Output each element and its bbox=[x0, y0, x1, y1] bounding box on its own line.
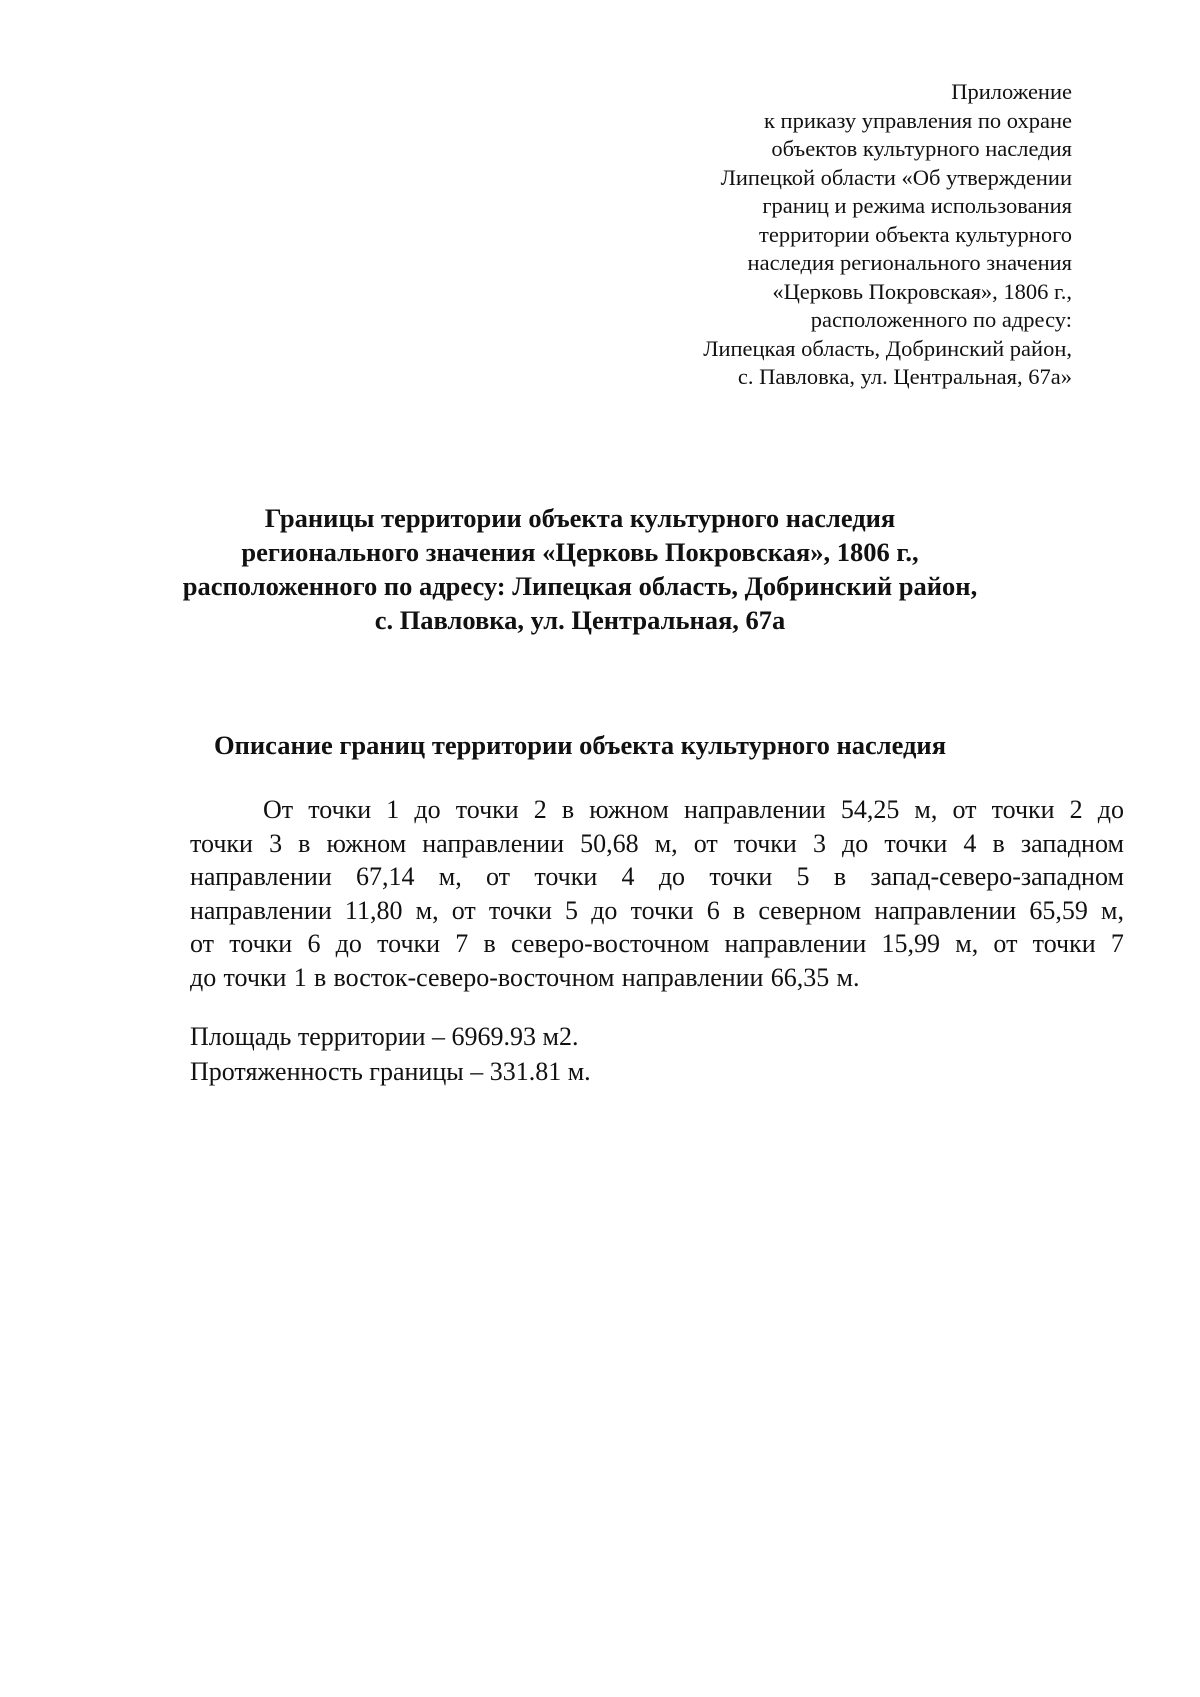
description-word: м, bbox=[914, 795, 938, 824]
appendix-header bbox=[512, 78, 1072, 392]
description-word: от bbox=[952, 795, 977, 824]
description-word: направлении bbox=[190, 862, 332, 891]
description-word: точки bbox=[377, 929, 441, 958]
description-word: м, bbox=[955, 929, 979, 958]
document-title bbox=[150, 501, 1010, 637]
appendix-line: Липецкой области «Об утверждении bbox=[720, 164, 1072, 190]
appendix-line: «Церковь Покровская», 1806 г., bbox=[772, 278, 1072, 304]
description-word: западном bbox=[1020, 828, 1124, 858]
description-word: м, bbox=[654, 828, 678, 858]
description-word: м. bbox=[836, 962, 860, 992]
description-word: в bbox=[992, 828, 1005, 858]
description-line bbox=[190, 894, 1124, 928]
description-word: запад-северо-западном bbox=[870, 862, 1124, 891]
description-word: 6 bbox=[307, 929, 321, 958]
appendix-line: Липецкая область, Добринский район, bbox=[703, 335, 1072, 361]
description-word: северо-восточном bbox=[511, 929, 710, 958]
boundary-length: Протяженность границы – 331.81 м. bbox=[190, 1057, 591, 1086]
description-word: от bbox=[993, 929, 1018, 958]
description-word: точки bbox=[1032, 929, 1096, 958]
description-word: точки bbox=[630, 895, 694, 925]
appendix-line: к приказу управления по охране bbox=[763, 107, 1072, 133]
description-word: 5 bbox=[796, 862, 810, 891]
description-word: м, bbox=[415, 895, 439, 925]
description-word: от bbox=[190, 929, 215, 958]
description-word: м, bbox=[438, 862, 462, 891]
description-word: до bbox=[591, 895, 618, 925]
description-word: в bbox=[483, 929, 496, 958]
description-word: От bbox=[263, 795, 294, 824]
description-word: до bbox=[842, 828, 869, 858]
description-word: в bbox=[314, 962, 327, 992]
description-word: 4 bbox=[621, 862, 635, 891]
description-word: до bbox=[658, 862, 686, 891]
description-word: северном bbox=[758, 895, 862, 925]
description-word: 7 bbox=[1110, 929, 1124, 958]
description-word: 65,59 bbox=[1029, 895, 1088, 925]
description-word: 11,80 bbox=[344, 895, 403, 925]
description-word: в bbox=[561, 795, 575, 824]
description-word: южном bbox=[589, 795, 669, 824]
description-word: точки bbox=[190, 828, 253, 858]
description-word: точки bbox=[534, 862, 598, 891]
description-word: 2 bbox=[533, 795, 547, 824]
description-line bbox=[190, 827, 1124, 861]
description-word: 1 bbox=[293, 962, 307, 992]
description-word: 7 bbox=[455, 929, 469, 958]
title-line: расположенного по адресу: Липецкая область, Добринский район, bbox=[182, 571, 978, 601]
description-word: 6 bbox=[706, 895, 720, 925]
description-word: 3 bbox=[269, 828, 283, 858]
description-word: в bbox=[732, 895, 746, 925]
title-line: Границы территории объекта культурного наследия bbox=[264, 503, 896, 533]
description-word: точки bbox=[223, 962, 287, 992]
description-word: 5 bbox=[565, 895, 579, 925]
description-word: до bbox=[1097, 795, 1124, 824]
boundary-description bbox=[190, 793, 1124, 994]
description-word: точки bbox=[991, 795, 1055, 824]
description-word: в bbox=[833, 862, 847, 891]
description-word: направлении bbox=[621, 962, 764, 992]
description-word: до bbox=[414, 795, 441, 824]
description-word: 54,25 bbox=[840, 795, 900, 824]
appendix-line: наследия регионального значения bbox=[747, 250, 1072, 275]
appendix-line: расположенного по адресу: bbox=[810, 307, 1072, 332]
description-line bbox=[190, 793, 1124, 827]
description-line bbox=[190, 860, 1124, 894]
description-word: восток-северо-восточном bbox=[333, 962, 615, 992]
description-word: 3 bbox=[812, 828, 826, 858]
description-word: точки bbox=[488, 895, 552, 925]
appendix-line: границ и режима использования bbox=[762, 193, 1072, 218]
title-line: регионального значения «Церковь Покровская», 1806 г., bbox=[241, 537, 919, 567]
description-line bbox=[190, 961, 1124, 995]
description-word: направлении bbox=[683, 795, 826, 824]
description-word: точки bbox=[455, 795, 519, 824]
description-word: точки bbox=[733, 828, 797, 858]
territory-stats bbox=[190, 1019, 591, 1089]
description-word: точки bbox=[884, 828, 948, 858]
section-title: Описание границ территории объекта культурного наследия bbox=[213, 730, 947, 760]
appendix-line: объектов культурного наследия bbox=[771, 136, 1072, 161]
description-word: 67,14 bbox=[356, 862, 415, 891]
description-word: точки bbox=[308, 795, 372, 824]
appendix-line: Приложение bbox=[951, 79, 1072, 104]
description-word: 4 bbox=[963, 828, 977, 858]
description-word: 50,68 bbox=[580, 828, 639, 858]
description-word: точки bbox=[709, 862, 773, 891]
description-word: от bbox=[693, 828, 718, 858]
description-word: 1 bbox=[386, 795, 400, 824]
description-word: м, bbox=[1100, 895, 1124, 925]
description-word: направлении bbox=[422, 828, 565, 858]
territory-area: Площадь территории – 6969.93 м2. bbox=[190, 1022, 579, 1051]
description-word: 15,99 bbox=[881, 929, 941, 958]
description-word: от bbox=[486, 862, 511, 891]
description-line bbox=[190, 927, 1124, 961]
description-word: точки bbox=[229, 929, 293, 958]
description-word: направлении bbox=[874, 895, 1017, 925]
description-word: южном bbox=[326, 828, 407, 858]
description-word: направлении bbox=[724, 929, 867, 958]
appendix-line: с. Павловка, ул. Центральная, 67а» bbox=[737, 364, 1072, 389]
description-word: 2 bbox=[1069, 795, 1083, 824]
description-word: до bbox=[190, 962, 217, 992]
description-word: от bbox=[451, 895, 476, 925]
title-line: с. Павловка, ул. Центральная, 67а bbox=[374, 605, 786, 635]
description-word: до bbox=[335, 929, 362, 958]
description-word: направлении bbox=[190, 895, 332, 925]
description-word: в bbox=[298, 828, 311, 858]
description-word: 66,35 bbox=[770, 962, 830, 992]
appendix-line: территории объекта культурного bbox=[759, 221, 1072, 247]
